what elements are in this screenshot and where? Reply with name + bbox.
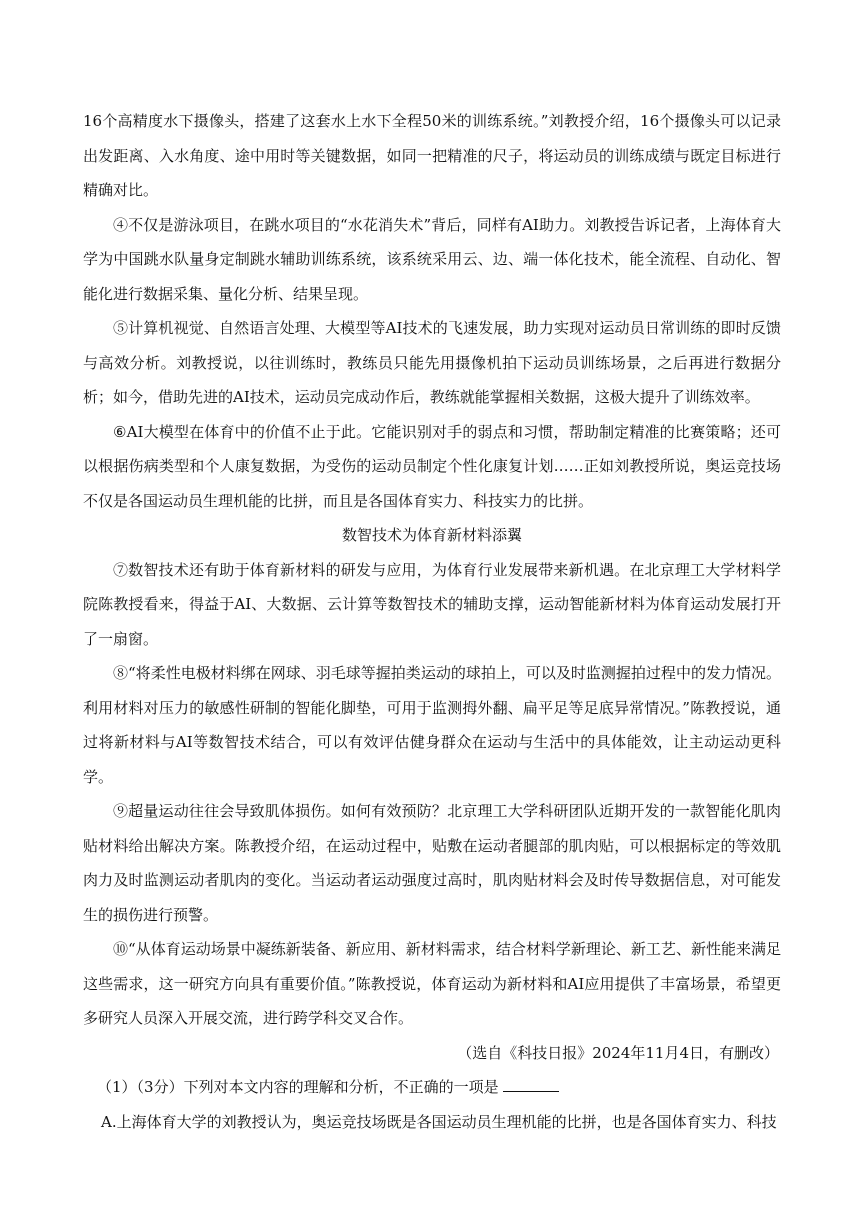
- paragraph-4: ④不仅是游泳项目，在跳水项目的“水花消失术”背后，同样有AI助力。刘教授告诉记者，上海体育大学为中国跳水队量身定制跳水辅助训练系统，该系统采用云、边、端一体化技术，能全流程、自动化、智能化进行数据采集、量化分析、结果呈现。: [83, 215, 781, 303]
- question-stem: （1）（3分）下列对本文内容的理解和分析，不正确的一项是: [97, 1078, 499, 1096]
- paragraph-5: ⑤计算机视觉、自然语言处理、大模型等AI技术的飞速发展，助力实现对运动员日常训练的即时反馈与高效分析。刘教授说，以往训练时，教练员只能先用摄像机拍下运动员训练场景，之后再进行数据分析；如今，借助先进的AI技术，运动员完成动作后，教练就能掌握相关数据，这极大提升了训练效率。: [83, 319, 781, 406]
- paragraph-7: ⑦数智技术还有助于体育新材料的研发与应用，为体育行业发展带来新机遇。在北京理工大学材料学院陈教授看来，得益于AI、大数据、云计算等数智技术的辅助支撑，运动智能新材料为体育运动发展打开了一扇窗。: [83, 560, 781, 648]
- paragraph-9: ⑨超量运动往往会导致肌体损伤。如何有效预防？北京理工大学科研团队近期开发的一款智能化肌肉贴材料给出解决方案。陈教授介绍，在运动过程中，贴敷在运动者腿部的肌肉贴，可以根据标定的等效肌肉力及时监测运动者肌肉的变化。当运动者运动强度过高时，肌肉贴材料会及时传导数据信息，对可能发生的损伤进行预警。: [83, 802, 781, 924]
- question-1: [83, 1070, 781, 1105]
- document-page: [83, 104, 781, 1139]
- source-citation: （选自《科技日报》2024年11月4日，有删改）: [457, 1043, 779, 1062]
- paragraph-6: ⑥AI大模型在体育中的价值不止于此。它能识别对手的弱点和习惯，帮助制定精准的比赛策略；还可以根据伤病类型和个人康复数据，为受伤的运动员制定个性化康复计划……正如刘教授所说，奥运竞技场不仅是各国运动员生理机能的比拼，而且是各国体育实力、科技实力的比拼。: [83, 422, 781, 510]
- paragraph-continued: 16个高精度水下摄像头，搭建了这套水上水下全程50米的训练系统。”刘教授介绍，16个摄像头可以记录出发距离、入水角度、途中用时等关键数据，如同一把精准的尺子，将运动员的训练成绩与既定目标进行精确对比。: [83, 112, 781, 199]
- section-subheading: 数智技术为体育新材料添翼: [341, 526, 522, 544]
- answer-blank[interactable]: [503, 1075, 559, 1092]
- paragraph-10: ⑩“从体育运动场景中凝练新装备、新应用、新材料需求，结合材料学新理论、新工艺、新性能来满足这些需求，这一研究方向具有重要价值。”陈教授说，体育运动为新材料和AI应用提供了丰富场景，希望更多研究人员深入开展交流，进行跨学科交叉合作。: [83, 940, 781, 1027]
- paragraph-8: ⑧“将柔性电极材料绑在网球、羽毛球等握拍类运动的球拍上，可以及时监测握拍过程中的发力情况。利用材料对压力的敏感性研制的智能化脚垫，可用于监测拇外翻、扁平足等足底异常情况。”陈教授说，通过将新材料与AI等数智技术结合，可以有效评估健身群众在运动与生活中的具体能效，让主动运动更科学。: [83, 664, 781, 786]
- option-a: A.上海体育大学的刘教授认为，奥运竞技场既是各国运动员生理机能的比拼，也是各国体育实力、科技: [101, 1112, 777, 1131]
